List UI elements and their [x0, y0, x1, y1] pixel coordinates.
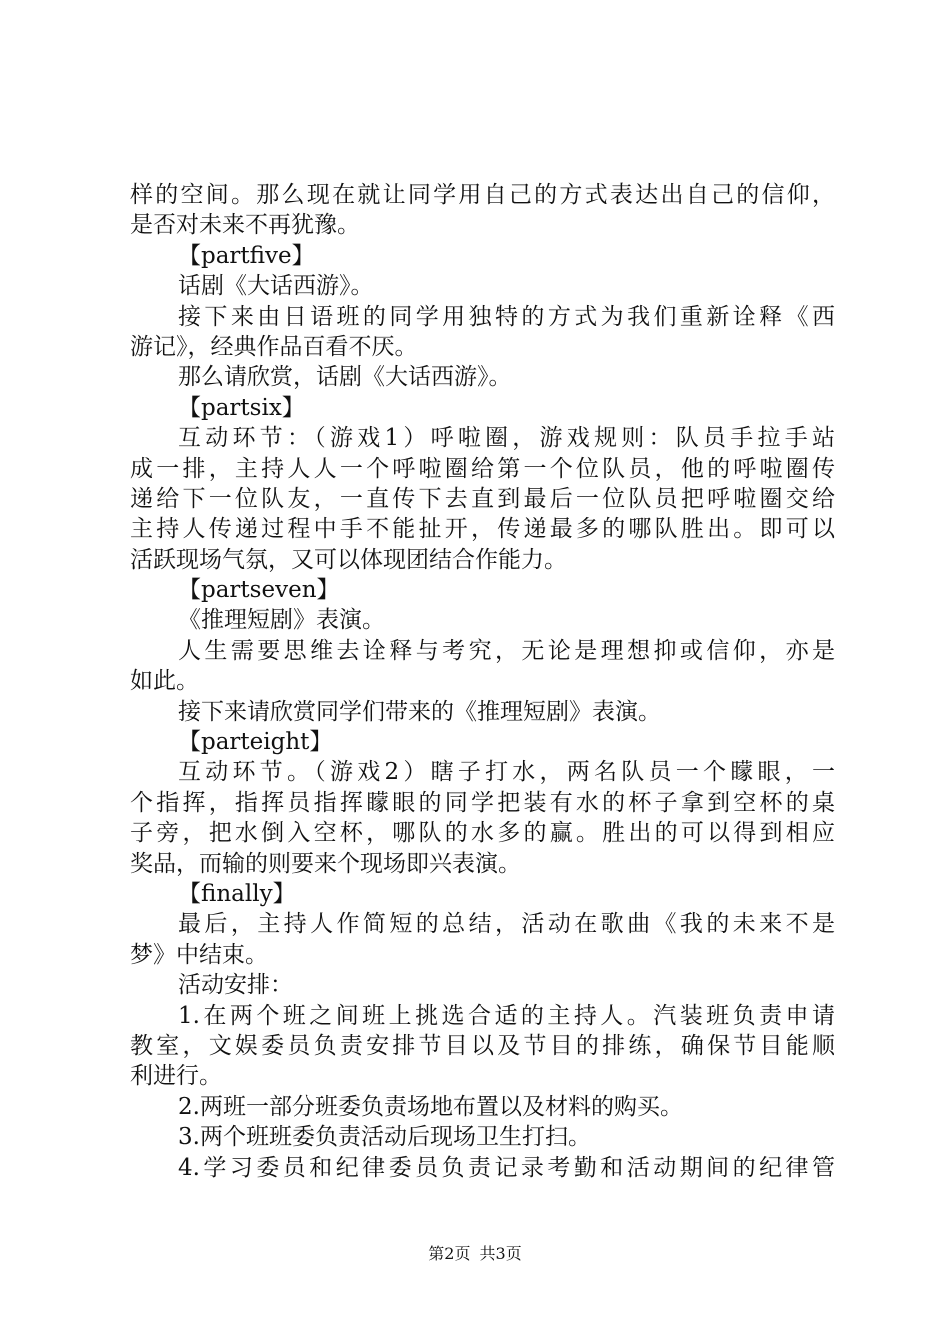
text-line: 【finally】: [178, 880, 296, 907]
text-line: 话剧《大话西游》。: [178, 273, 374, 300]
text-line: 4.学习委员和纪律委员负责记录考勤和活动期间的纪律管: [178, 1154, 835, 1181]
text-line: 【parteight】: [178, 729, 333, 756]
text-line: 【partsix】: [178, 394, 305, 421]
text-line: 《推理短剧》表演。: [178, 607, 385, 634]
text-line: 接下来由日语班的同学用独特的方式为我们重新诠释《西: [178, 303, 835, 330]
text-line: 奖品，而输的则要来个现场即兴表演。: [130, 850, 521, 877]
text-line: 游记》，经典作品百看不厌。: [130, 333, 418, 360]
text-line: 样的空间。那么现在就让同学用自己的方式表达出自己的信仰，: [130, 182, 835, 208]
document-body: [130, 180, 835, 1183]
text-line: 1.在两个班之间班上挑选合适的主持人。汽装班负责申请: [178, 1002, 835, 1029]
text-line: 如此。: [130, 668, 199, 695]
text-line: 互动环节。（游戏2）瞎子打水，两名队员一个矇眼，一: [178, 759, 835, 786]
text-line: 主持人传递过程中手不能扯开，传递最多的哪队胜出。即可以: [130, 516, 835, 543]
text-line: 递给下一位队友，一直传下去直到最后一位队员把呼啦圈交给: [130, 485, 835, 512]
text-line: 人生需要思维去诠释与考究，无论是理想抑或信仰，亦是: [178, 637, 835, 664]
page-footer: [0, 1243, 950, 1265]
text-line: 个指挥，指挥员指挥矇眼的同学把装有水的杯子拿到空杯的桌: [130, 789, 835, 816]
text-line: 教室，文娱委员负责安排节目以及节目的排练，确保节目能顺: [130, 1032, 835, 1059]
text-line: 【partseven】: [178, 577, 340, 604]
text-line: 3.两个班班委负责活动后现场卫生打扫。: [178, 1124, 591, 1151]
text-line: 接下来请欣赏同学们带来的《推理短剧》表演。: [178, 698, 661, 725]
text-line: 2.两班一部分班委负责场地布置以及材料的购买。: [178, 1093, 683, 1120]
text-line: 是否对未来不再犹豫。: [130, 212, 360, 239]
text-line: 活跃现场气氛，又可以体现团结合作能力。: [130, 546, 567, 573]
text-line: 梦》中结束。: [130, 941, 268, 968]
text-line: 利进行。: [130, 1063, 222, 1090]
text-line: 【partfive】: [178, 242, 315, 269]
text-line: 活动安排：: [178, 972, 293, 999]
text-line: 互动环节：（游戏1）呼啦圈，游戏规则：队员手拉手站: [178, 425, 835, 452]
page-number: 第2页: [428, 1244, 471, 1263]
page-total: 共3页: [479, 1244, 522, 1263]
text-line: 那么请欣赏，话剧《大话西游》。: [178, 364, 512, 391]
text-line: 成一排，主持人人一个呼啦圈给第一个位队员，他的呼啦圈传: [130, 455, 835, 482]
text-line: 子旁，把水倒入空杯，哪队的水多的赢。胜出的可以得到相应: [130, 820, 835, 847]
text-line: 最后，主持人作简短的总结，活动在歌曲《我的未来不是: [178, 911, 835, 938]
